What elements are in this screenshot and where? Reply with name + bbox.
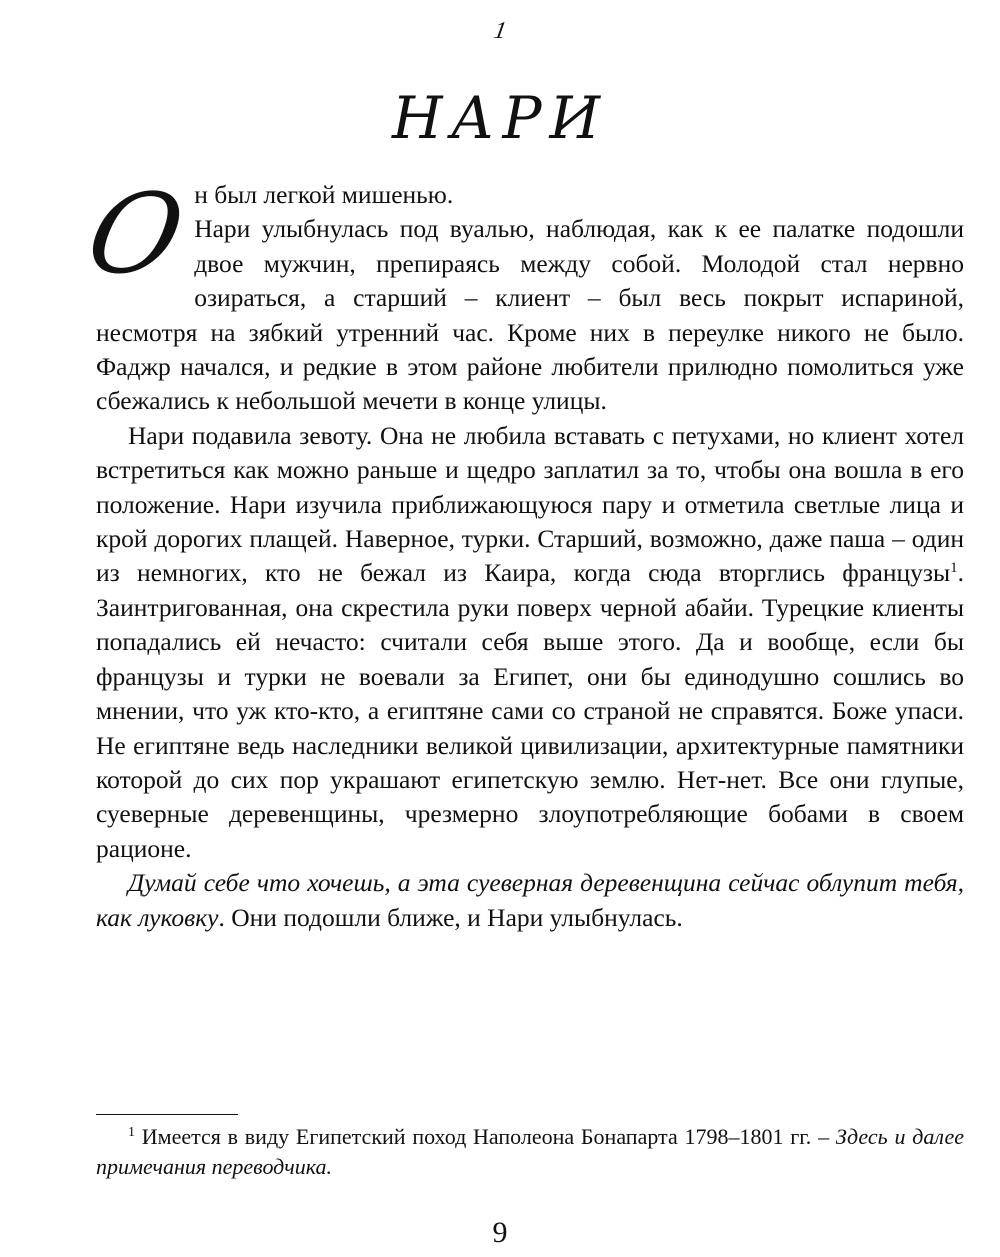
footnote-italic-note: Здесь и далее примечания переводчика. (96, 1124, 965, 1179)
paragraph-3 (96, 419, 964, 866)
paragraph-4-italic: Думай себе что хочешь, а эта суеверная деревенщина сейчас облупит тебя, как луковку (96, 868, 964, 932)
paragraph-2: Нари улыбнулась под вуалью, наблюдая, как к ее палатке подошли двое мужчин, препираясь между собой. Молодой стал нервно озираться, а старший – клиент – был весь покрыт испариной, несмотря на зябкий утренний час. Кроме них в переулке никого не было. Фаджр начался, и редкие в этом районе любители прилюдно помолиться уже сбежались к небольшой мечети в конце улицы. (96, 214, 964, 416)
footnote-reference: 1 (950, 560, 958, 577)
chapter-number: 1 (491, 18, 509, 44)
footnote-paragraph (96, 1122, 964, 1182)
footnote (96, 1122, 964, 1182)
dropcap-letter: О (76, 170, 195, 298)
paragraph-4 (96, 866, 964, 935)
footnote-text: Имеется в виду Египетский поход Наполеона Бонапарта 1798–1801 гг. – (135, 1124, 836, 1149)
page-number: 9 (492, 1216, 508, 1249)
footnote-divider (96, 1114, 238, 1115)
paragraph-1 (76, 170, 964, 298)
paragraph-4-text: . Они подошли ближе, и Нари улыбнулась. (218, 902, 683, 932)
paragraph-3-text-end: . Заинтригованная, она скрестила руки поверх черной абайи. Турецкие клиенты попадались ей нечасто: считали себя выше этого. Да и вообще, если бы французы и турки не воевали за Египет, они бы единодушно сошлись во мнении, что уж кто-кто, а египтяне сами со страной не справятся. Боже упаси. Не египтяне ведь наследники великой цивилизации, архитектурные памятники которой до сих пор украшают египетскую землю. Нет-нет. Все они глупые, суеверные деревенщины, чрезмерно злоупотребляющие бобами в своем рационе. (96, 558, 964, 863)
chapter-body (76, 170, 964, 935)
paragraph-1-text: н был легкой мишенью. (194, 180, 454, 209)
paragraph-3-text-start: Нари подавила зевоту. Она не любила вставать с петухами, но клиент хотел встретиться как можно раньше и щедро заплатил за то, чтобы она вошла в его положение. Нари изучила приближающуюся пару и отметила светлые лица и крой дорогих плащей. Наверное, турки. Старший, возможно, даже паша – один из немногих, кто не бежал из Каира, когда сюда вторглись французы (96, 420, 964, 588)
footnote-mark: 1 (128, 1125, 135, 1140)
chapter-title: НАРИ (391, 84, 609, 152)
